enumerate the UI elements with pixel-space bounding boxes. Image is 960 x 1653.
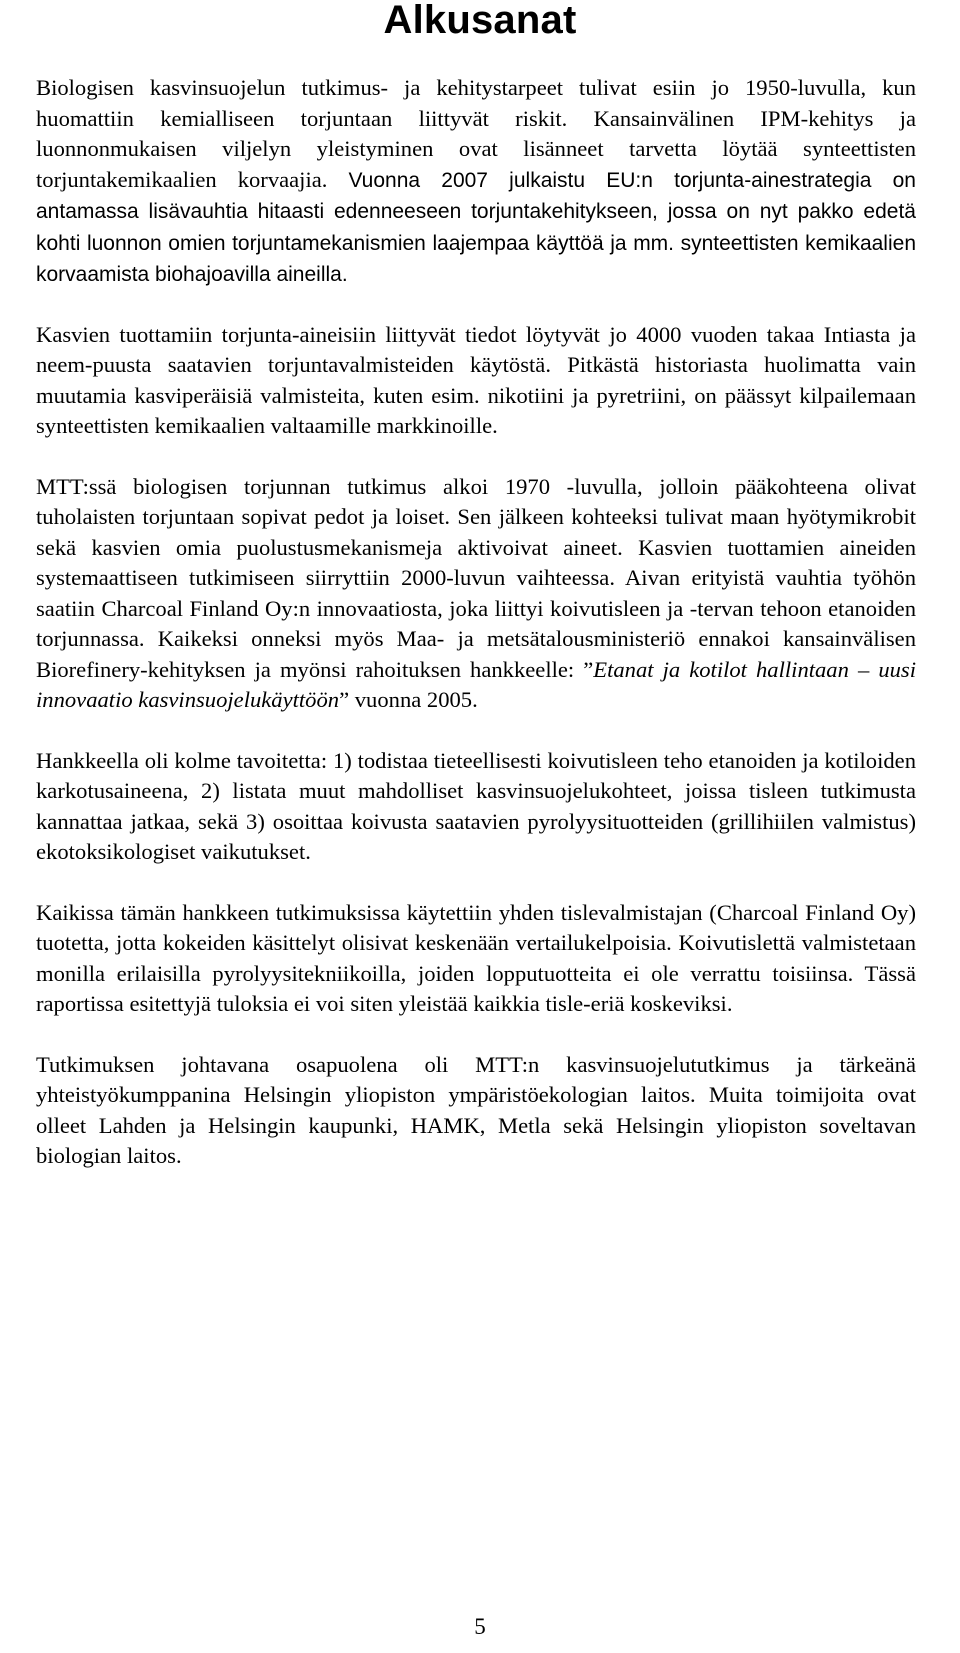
paragraph-3 [36,472,916,716]
document-body [36,73,916,1202]
page-number: 5 [474,1614,486,1639]
paragraph-1-part-a: Biologisen kasvinsuojelun tutkimus- ja kehitystarpeet tulivat esiin jo 1950-luvulla, kun huomattiin kemialliseen torjuntaan liittyvät riskit. Kansainvälinen IPM-kehitys ja luonnonmukaisen viljelyn yleistyminen ovat lisänneet tarvetta löytää synteettisten torjuntakemikaalien korvaajia. [36,75,916,192]
paragraph-2: Kasvien tuottamiin torjunta-aineisiin liittyvät tiedot löytyvät jo 4000 vuoden takaa Intiasta ja neem-puusta saatavien torjuntavalmisteiden käytöstä. Pitkästä historiasta huolimatta vain muutamia kasviperäisiä valmisteita, kuten esim. nikotiini ja pyretriini, on päässyt kilpailemaan synteettisten kemikaalien valtaamille markkinoille. [36,321,916,438]
paragraph-3-ending: ” vuonna 2005. [339,687,478,712]
page-title: Alkusanat [383,0,577,42]
paragraph-6: Tutkimuksen johtavana osapuolena oli MTT:n kasvinsuojelututkimus ja tärkeänä yhteistyökumppanina Helsingin yliopiston ympäristöekologian laitos. Muita toimijoita ovat olleet Lahden ja Helsingin kaupunki, HAMK, Metla sekä Helsingin yliopiston soveltavan biologian laitos. [36,1051,916,1168]
paragraph-1-part-b: Vuonna 2007 julkaistu EU:n torjunta-ainestrategia on antamassa lisävauhtia hitaasti edenneeseen torjuntakehitykseen, jossa on nyt pakko edetä kohti luonnon omien torjuntamekanismien laajempaa käyttöä ja mm. synteettisten kemikaalien korvaamista biohajoavilla aineilla. [36,168,916,286]
project-title: Etanat ja kotilot hallintaan – uusi innovaatio kasvinsuojelukäyttöön [36,656,916,712]
paragraph-4: Hankkeella oli kolme tavoitetta: 1) todistaa tieteellisesti koivutisleen teho etanoiden ja kotiloiden karkotusaineena, 2) listata muut mahdolliset kasvinsuojelukohteet, joissa tisleen tutkimusta kannattaa jatkaa, sekä 3) osoittaa koivusta saatavien pyrolyysituotteiden (grillihiilen valmistus) ekotoksikologiset vaikutukset. [36,747,916,864]
paragraph-3-text: MTT:ssä biologisen torjunnan tutkimus alkoi 1970 -luvulla, jolloin pääkohteena olivat tuholaisten torjuntaan sopivat pedot ja loiset. Sen jälkeen kohteeksi tulivat maan hyötymikrobit sekä kasvien omia puolustusmekanismeja aktivoivat aineet. Kasvien tuottamien aineiden systemaattiseen tutkimiseen siirryttiin 2000-luvun vaihteessa. Aivan erityistä vauhtia työhön saatiin Charcoal Finland Oy:n innovaatiosta, joka liittyi koivutisleen ja -tervan tehoon etanoiden torjunnassa. Kaikeksi onneksi myös Maa- ja metsätalousministeriö ennakoi kansainvälisen Biorefinery-kehityksen ja myönsi rahoituksen hankkeelle: ” [36,473,916,682]
paragraph-1 [36,73,916,291]
paragraph-5: Kaikissa tämän hankkeen tutkimuksissa käytettiin yhden tislevalmistajan (Charcoal Finland Oy) tuotetta, jotta kokeiden käsittelyt olisivat keskenään vertailukelpoisia. Koivutislettä valmistetaan monilla erilaisilla pyrolyysitekniikoilla, joiden lopputuotteita ei ole verrattu toisiinsa. Tässä raportissa esitettyjä tuloksia ei voi siten yleistää kaikkia tisle-eriä koskeviksi. [36,899,916,1016]
